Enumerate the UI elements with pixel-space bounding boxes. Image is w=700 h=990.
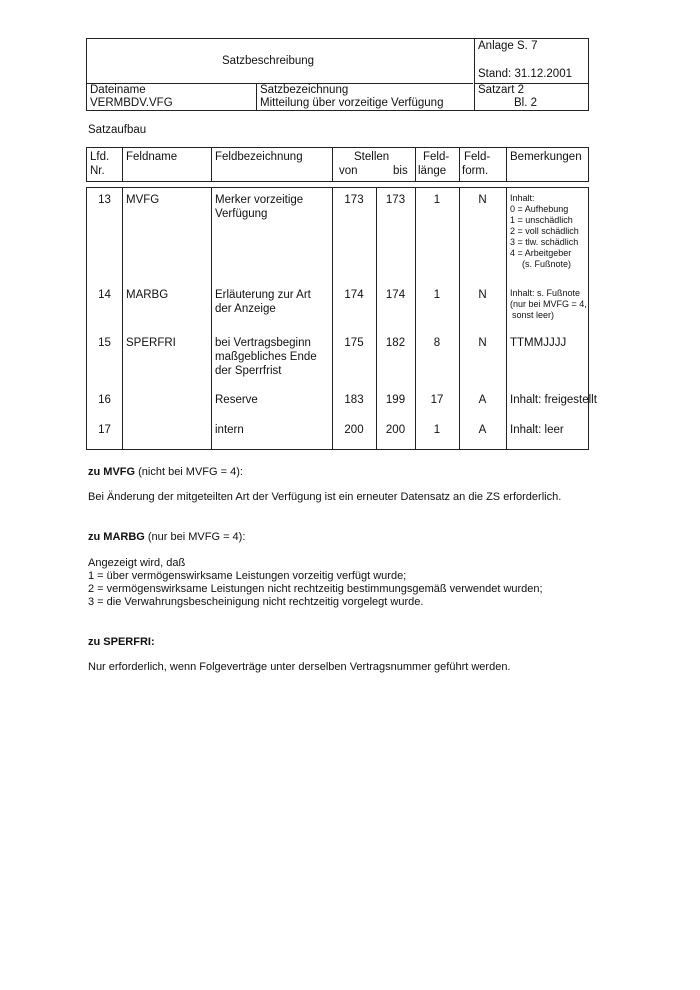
col-feldname: Feldname — [126, 151, 178, 163]
row-feldbezeichnung: intern — [215, 424, 244, 436]
column-header — [86, 147, 589, 182]
row-form: N — [478, 194, 487, 206]
row-nr: 17 — [98, 424, 111, 436]
note-sperfri-heading: zu SPERFRI: — [88, 636, 155, 648]
row-laenge: 17 — [430, 394, 444, 406]
row-bemerkung: Inhalt: leer — [510, 424, 564, 436]
row-von: 173 — [344, 194, 364, 206]
col-feld1: Feld- — [423, 151, 450, 163]
col-feldbezeichnung: Feldbezeichnung — [215, 151, 303, 163]
row-laenge: 8 — [433, 337, 441, 349]
row-bis: 174 — [385, 289, 406, 301]
row-bemerkung: (nur bei MVFG = 4, — [510, 299, 587, 309]
note-marbg-heading: zu MARBG (nur bei MVFG = 4): — [88, 531, 246, 543]
col-nr: Nr. — [90, 165, 105, 177]
row-bemerkung: 0 = Aufhebung — [510, 204, 569, 214]
note-marbg-line: 2 = vermögenswirksame Leistungen nicht rechtzeitig bestimmungsgemäß verwendet wurden; — [88, 583, 543, 595]
row-nr: 13 — [98, 194, 111, 206]
note-sperfri-text: Nur erforderlich, wenn Folgeverträge unter derselben Vertragsnummer geführt werden. — [88, 661, 511, 673]
row-von: 174 — [344, 289, 364, 301]
row-nr: 16 — [98, 394, 111, 406]
row-bemerkung: sonst leer) — [512, 310, 555, 320]
row-feldname: MVFG — [126, 194, 160, 206]
dateiname-value: VERMBDV.VFG — [90, 97, 173, 109]
row-feldname: MARBG — [126, 289, 169, 301]
row-bemerkung: Inhalt: — [510, 193, 535, 203]
note-mvfg-text: Bei Änderung der mitgeteilten Art der Verfügung ist ein erneuter Datensatz an die ZS erforderlich. — [88, 491, 562, 503]
row-form: A — [478, 424, 487, 436]
row-form: A — [478, 394, 487, 406]
col-laenge: länge — [418, 165, 447, 177]
row-feldbezeichnung: Verfügung — [215, 208, 268, 220]
row-laenge: 1 — [433, 289, 441, 301]
row-feldbezeichnung: Reserve — [215, 394, 258, 406]
row-feldbezeichnung: bei Vertragsbeginn — [215, 337, 311, 349]
col-bemerkungen: Bemerkungen — [510, 151, 582, 163]
col-von: von — [339, 165, 358, 177]
document-title: Satzbeschreibung — [222, 55, 315, 67]
row-bemerkung: 4 = Arbeitgeber — [510, 248, 572, 258]
row-von: 200 — [344, 424, 364, 436]
row-bemerkung: 1 = unschädlich — [510, 215, 573, 225]
row-bis: 173 — [385, 194, 406, 206]
row-bemerkung: TTMMJJJJ — [510, 337, 567, 349]
stand-date: Stand: 31.12.2001 — [478, 68, 572, 80]
row-bemerkung: Inhalt: freigestellt — [510, 394, 597, 406]
satzbez-value: Mitteilung über vorzeitige Verfügung — [260, 97, 444, 109]
row-von: 175 — [344, 337, 364, 349]
row-bemerkung: Inhalt: s. Fußnote — [510, 288, 581, 298]
col-lfd: Lfd. — [90, 151, 110, 163]
row-nr: 15 — [98, 337, 111, 349]
row-bis: 182 — [385, 337, 406, 349]
dateiname-label: Dateiname — [90, 84, 146, 96]
row-feldname: SPERFRI — [126, 337, 176, 349]
row-bis: 200 — [385, 424, 406, 436]
col-stellen: Stellen — [354, 151, 390, 163]
col-bis: bis — [393, 165, 408, 177]
row-bemerkung: (s. Fußnote) — [522, 259, 572, 269]
col-feld2: Feld- — [464, 151, 491, 163]
satzbez-label: Satzbezeichnung — [260, 84, 349, 96]
row-bis: 199 — [385, 394, 406, 406]
row-form: N — [478, 337, 487, 349]
header-box — [86, 38, 589, 111]
satzart: Satzart 2 — [478, 84, 525, 96]
note-marbg-line: 1 = über vermögenswirksame Leistungen vorzeitig verfügt wurde; — [88, 570, 407, 582]
anlage-label: Anlage S. 7 — [478, 40, 538, 52]
row-feldbezeichnung: der Sperrfrist — [215, 365, 282, 377]
row-laenge: 1 — [433, 194, 441, 206]
record-table — [86, 187, 597, 450]
note-marbg-line: Angezeigt wird, daß — [88, 557, 186, 569]
row-nr: 14 — [98, 289, 111, 301]
row-feldbezeichnung: Erläuterung zur Art — [215, 289, 311, 301]
row-form: N — [478, 289, 487, 301]
row-bemerkung: 3 = tlw. schädlich — [510, 237, 579, 247]
col-form: form. — [462, 165, 489, 177]
row-laenge: 1 — [433, 424, 441, 436]
section-title: Satzaufbau — [88, 124, 147, 136]
row-feldbezeichnung: maßgebliches Ende — [215, 351, 317, 363]
row-feldbezeichnung: der Anzeige — [215, 303, 276, 315]
note-marbg-line: 3 = die Verwahrungsbescheinigung nicht rechtzeitig vorgelegt wurde. — [88, 596, 424, 608]
row-bemerkung: 2 = voll schädlich — [510, 226, 579, 236]
row-von: 183 — [344, 394, 364, 406]
blatt: Bl. 2 — [514, 97, 538, 109]
row-feldbezeichnung: Merker vorzeitige — [215, 194, 304, 206]
note-mvfg-heading: zu MVFG (nicht bei MVFG = 4): — [88, 466, 243, 478]
